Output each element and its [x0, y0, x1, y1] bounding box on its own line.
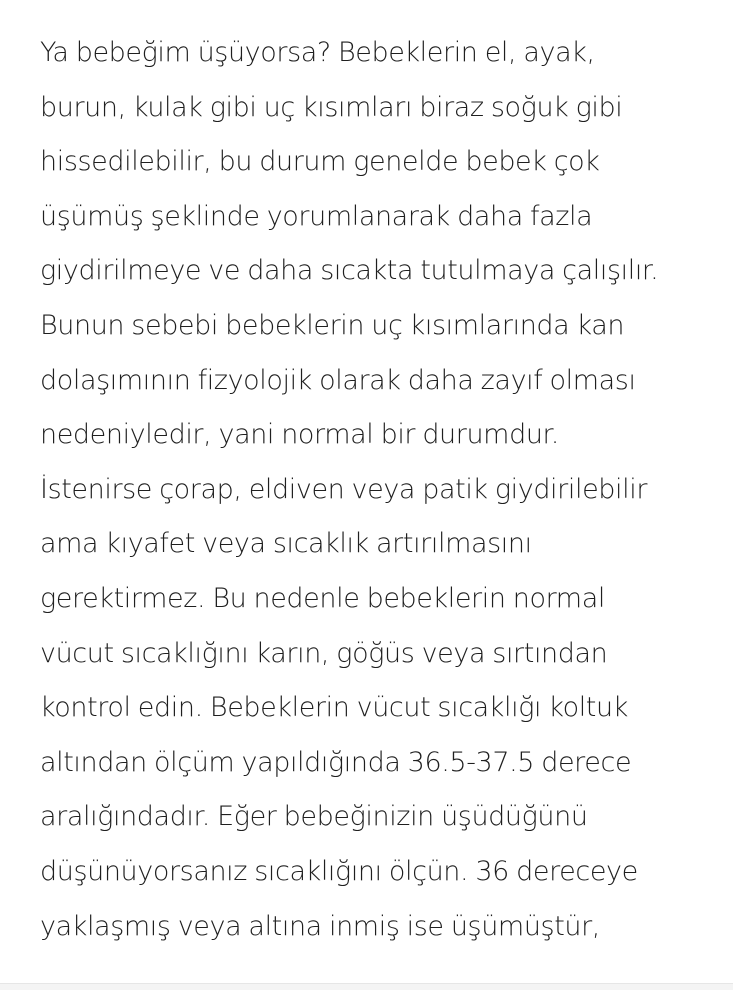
- article-line: yaklaşmış veya altına inmiş ise üşümüştür,: [40, 910, 600, 942]
- bottom-divider: [0, 983, 733, 990]
- article-line: dolaşımının fizyolojik olarak daha zayıf olması: [40, 364, 636, 396]
- article-line: vücut sıcaklığını karın, göğüs veya sırtından: [40, 637, 608, 669]
- article-line: kontrol edin. Bebeklerin vücut sıcaklığı koltuk: [40, 692, 628, 724]
- article-line: Ya bebeğim üşüyorsa? Bebeklerin el, ayak,: [40, 37, 595, 68]
- article-line: gerektirmez. Bu nedenle bebeklerin normal: [40, 582, 605, 614]
- article-line: İstenirse çorap, eldiven veya patik giydirilebilir: [40, 473, 648, 505]
- article-line: aralığındadır. Eğer bebeğinizin üşüdüğünü: [40, 801, 588, 833]
- article-line: giydirilmeye ve daha sıcakta tutulmaya çalışılır.: [40, 255, 659, 287]
- article-line: Bunun sebebi bebeklerin uç kısımlarında kan: [40, 309, 625, 341]
- article-line: altından ölçüm yapıldığında 36.5-37.5 derece: [40, 746, 632, 778]
- article-line: nedeniyledir, yani normal bir durumdur.: [40, 419, 559, 451]
- article-line: burun, kulak gibi uç kısımları biraz soğuk gibi: [40, 91, 623, 123]
- article-line: ama kıyafet veya sıcaklık artırılmasını: [40, 528, 532, 560]
- article-line: üşümüş şeklinde yorumlanarak daha fazla: [40, 200, 593, 232]
- article-body: [40, 26, 730, 954]
- article-line: düşünüyorsanız sıcaklığını ölçün. 36 dereceye: [40, 855, 638, 887]
- article-line: hissedilebilir, bu durum genelde bebek çok: [40, 146, 600, 178]
